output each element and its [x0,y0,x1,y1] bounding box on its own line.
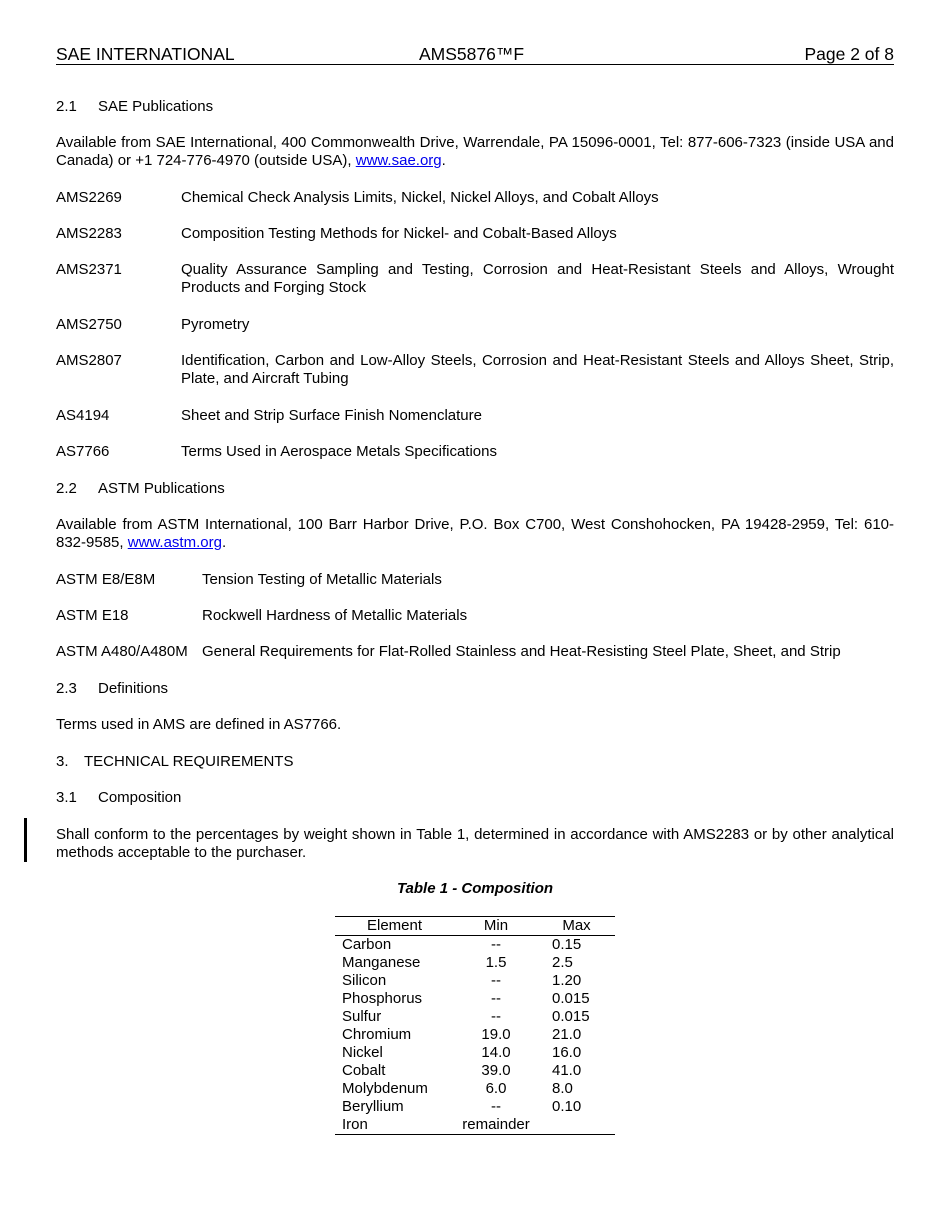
ref-desc: Terms Used in Aerospace Metals Specifications [181,443,497,460]
table-caption: Table 1 - Composition [396,880,554,897]
col-header-min: Min [454,917,538,936]
section-3-1-text: Shall conform to the percentages by weight shown in Table 1, determined in accordance with AMS2283 or by other analytical methods acceptable to the purchaser. [56,826,894,861]
ref-desc: Quality Assurance Sampling and Testing, Corrosion and Heat-Resistant Steels and Alloys, Wrought Products and Forging Stock [181,261,894,296]
cell-max: 1.20 [552,972,582,989]
section-3-number: 3. [56,753,69,770]
section-2-2-number: 2.2 [56,480,77,497]
section-2-1-number: 2.1 [56,98,77,115]
ref-code: AS4194 [56,407,110,424]
cell-min: 19.0 [481,1026,511,1043]
astm-link[interactable]: www.astm.org [127,534,222,551]
period: . [441,152,446,169]
table-row [335,1044,615,1062]
cell-min: -- [491,972,501,989]
ref-code: ASTM A480/A480M [56,643,188,660]
cell-element: Beryllium [342,1098,404,1115]
table-row [335,1008,615,1026]
cell-min: 39.0 [481,1062,511,1079]
section-2-3-title: Definitions [98,680,169,697]
ref-code: AMS2269 [56,189,122,206]
ref-code: ASTM E18 [56,607,129,624]
table-row [335,972,615,990]
table-header-row [335,917,615,936]
table-row [335,1098,615,1116]
table-row [335,954,615,972]
section-3-title: TECHNICAL REQUIREMENTS [84,753,294,770]
ref-code: ASTM E8/E8M [56,571,156,588]
ref-desc: Composition Testing Methods for Nickel- and Cobalt-Based Alloys [181,225,617,242]
revision-change-bar [24,818,27,862]
cell-element: Chromium [342,1026,412,1043]
ref-code: AMS2371 [56,261,122,278]
ref-code: AMS2750 [56,316,122,333]
sae-link[interactable]: www.sae.org [355,152,442,169]
section-2-1-title: SAE Publications [98,98,214,115]
cell-element: Nickel [342,1044,383,1061]
cell-min: 14.0 [481,1044,511,1061]
section-2-3-text: Terms used in AMS are defined in AS7766. [56,716,342,733]
cell-min: -- [491,990,501,1007]
cell-min: 1.5 [485,954,507,971]
cell-element: Iron [335,1116,454,1135]
cell-min: remainder [454,1116,538,1135]
ref-desc: Tension Testing of Metallic Materials [202,571,442,588]
ref-desc: Sheet and Strip Surface Finish Nomenclature [181,407,482,424]
table-row [335,990,615,1008]
header-page-number: Page 2 of 8 [804,44,894,64]
cell-min: -- [491,1098,501,1115]
cell-element: Carbon [342,936,392,953]
composition-table [335,916,615,1135]
section-2-2-availability-text: Available from ASTM International, 100 Barr Harbor Drive, P.O. Box C700, West Conshohocken, PA 19428-2959, Tel: 610-832-9585, [56,516,894,551]
page-header [56,44,894,65]
table-row [335,1116,615,1135]
table-row [335,936,615,955]
cell-max [538,1116,615,1135]
cell-max: 41.0 [552,1062,582,1079]
cell-element: Silicon [342,972,387,989]
ref-code: AMS2283 [56,225,122,242]
ref-desc: Rockwell Hardness of Metallic Materials [202,607,468,624]
cell-element: Molybdenum [342,1080,428,1097]
col-header-element: Element [335,917,454,936]
ref-desc: General Requirements for Flat-Rolled Stainless and Heat-Resisting Steel Plate, Sheet, and Strip [202,643,841,660]
section-2-1-availability [56,134,894,170]
header-doc-number: AMS5876™F [419,44,525,64]
cell-max: 21.0 [552,1026,582,1043]
ref-code: AS7766 [56,443,110,460]
ref-desc: Chemical Check Analysis Limits, Nickel, Nickel Alloys, and Cobalt Alloys [181,189,659,206]
section-2-2-title: ASTM Publications [98,480,225,497]
col-header-max: Max [538,917,615,936]
cell-element: Sulfur [342,1008,382,1025]
cell-max: 0.10 [552,1098,582,1115]
cell-max: 0.15 [552,936,582,953]
cell-min: 6.0 [485,1080,507,1097]
section-3-1-number: 3.1 [56,789,77,806]
table-row [335,1080,615,1098]
table-row [335,1026,615,1044]
cell-min: -- [491,1008,501,1025]
period: . [221,534,227,551]
cell-element: Manganese [342,954,421,971]
cell-max: 16.0 [552,1044,582,1061]
cell-max: 0.015 [552,990,590,1007]
cell-element: Phosphorus [342,990,423,1007]
section-2-3-number: 2.3 [56,680,77,697]
section-2-1-availability-text: Available from SAE International, 400 Commonwealth Drive, Warrendale, PA 15096-0001, Tel: 877-606-7323 (inside USA and Canada) or +1 724-776-4970 (outside USA), [56,134,894,169]
cell-max: 2.5 [552,954,573,971]
section-3-1-title: Composition [98,789,182,806]
ref-desc: Pyrometry [181,316,250,333]
cell-max: 8.0 [552,1080,573,1097]
ref-code: AMS2807 [56,352,122,369]
ref-desc: Identification, Carbon and Low-Alloy Steels, Corrosion and Heat-Resistant Steels and Alloys Sheet, Strip, Plate, and Aircraft Tubing [181,352,894,387]
cell-element: Cobalt [342,1062,386,1079]
table-row [335,1062,615,1080]
cell-max: 0.015 [552,1008,590,1025]
section-2-2-availability [56,516,894,552]
header-org: SAE INTERNATIONAL [56,44,235,64]
cell-min: -- [491,936,501,953]
